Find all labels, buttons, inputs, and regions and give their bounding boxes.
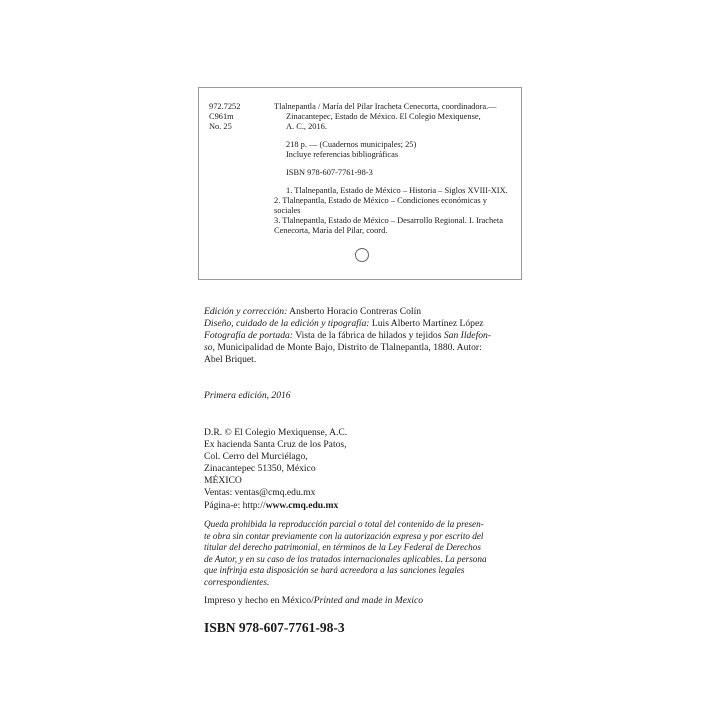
legal-line: titular del derecho patrimonial, en términos de la Ley Federal de Derechos xyxy=(204,542,481,553)
subject-headings xyxy=(274,186,514,236)
legal-line: correspondientes. xyxy=(204,576,270,587)
isbn-footer: ISBN 978-607-7761-98-3 xyxy=(204,620,345,635)
address-line: Ventas: ventas@cmq.edu.mx xyxy=(204,487,316,499)
printed-in: Impreso y hecho en México/Printed and made in Mexico xyxy=(204,595,423,606)
credit-edition: Edición y corrección: Ansberto Horacio Contreras Colín xyxy=(204,306,422,317)
main-entry: Tlalnepantla / María del Pilar Iracheta Cenecorta, coordinadora.— xyxy=(274,102,497,111)
main-entry-cont: Zinacantepec, Estado de México. El Colegio Mexiquense, xyxy=(286,112,481,121)
address-line: Zinacantepec 51350, México xyxy=(204,463,316,475)
collation: 218 p. — (Cuadernos municipales; 25) xyxy=(286,140,417,149)
subject-line: 2. Tlalnepantla, Estado de México – Condiciones económicas y sociales xyxy=(274,196,487,215)
credit-cover: Fotografía de portada: Vista de la fábrica de hilados y tejidos San Ildefon- so, Municipalidad de Monte Bajo, Distrito de Tlalnepantla, 1880. Autor: Abel Briquet. xyxy=(204,330,492,365)
address-line: Ex hacienda Santa Cruz de los Patos, xyxy=(204,439,347,451)
subject-line: Cenecorta, María del Pilar, coord. xyxy=(274,226,388,235)
call-number-line: C961m xyxy=(209,112,234,121)
catalog-card xyxy=(198,87,522,280)
bibliography-note: Incluye referencias bibliográficas xyxy=(286,150,399,159)
call-number xyxy=(209,102,240,132)
main-entry-cont: A. C., 2016. xyxy=(286,122,327,131)
punch-hole xyxy=(355,248,369,262)
legal-line: que infrinja esta disposición se hará acreedora a las sanciones legales xyxy=(204,565,465,576)
subject-line: 1. Tlalnepantla, Estado de México – Historia – Siglos XVIII-XIX. xyxy=(286,186,508,195)
legal-line: de Autor, y en su caso de los tratados internacionales aplicables. La persona xyxy=(204,553,487,564)
card-body xyxy=(274,102,514,236)
card-isbn: ISBN 978-607-7761-98-3 xyxy=(286,168,373,177)
legal-notice xyxy=(204,519,524,589)
address-line: D.R. © El Colegio Mexiquense, A.C. xyxy=(204,427,348,438)
subject-line: 3. Tlalnepantla, Estado de México – Desarrollo Regional. I. Iracheta xyxy=(274,216,503,225)
legal-line: Queda prohibida la reproducción parcial o total del contenido de la presen- xyxy=(204,519,484,529)
edition-line: Primera edición, 2016 xyxy=(204,390,291,401)
credit-design: Diseño, cuidado de la edición y tipografía: Luis Alberto Martínez López xyxy=(204,318,484,329)
address-line: Col. Cerro del Murciélago, xyxy=(204,451,308,463)
credits xyxy=(204,306,524,366)
website-link[interactable]: www.cmq.edu.mx xyxy=(265,499,339,511)
call-number-line: 972.7252 xyxy=(209,102,241,111)
website-line: Página-e: http://www.cmq.edu.mx xyxy=(204,499,339,511)
publisher-address xyxy=(204,427,347,512)
legal-line: te obra sin contar previamente con la autorización expresa y por escrito del xyxy=(204,530,484,541)
address-line: MÉXICO xyxy=(204,475,242,487)
call-number-line: No. 25 xyxy=(209,122,232,131)
